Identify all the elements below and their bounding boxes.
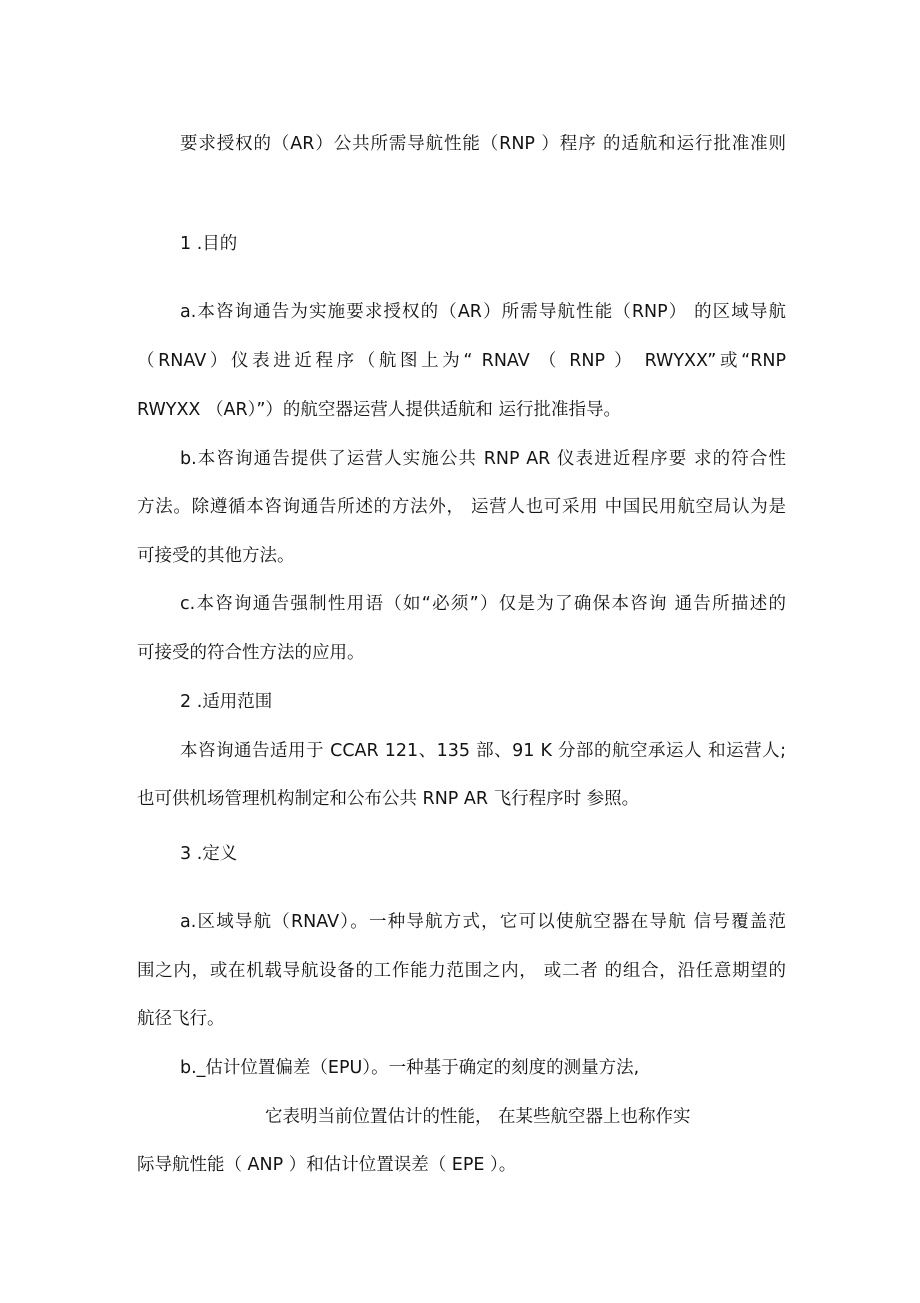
paragraph-line: 际导航性能（ ANP ）和估计位置误差（ EPE ）。 bbox=[137, 1155, 517, 1175]
paragraph-line: 围之内，或在机载导航设备的工作能力范围之内， 或二者 的组合，沿任意期望的 bbox=[137, 961, 786, 981]
paragraph-line: 也可供机场管理机构制定和公布公共 RNP AR 飞行程序时 参照。 bbox=[137, 789, 640, 809]
paragraph-line: b.本咨询通告提供了运营人实施公共 RNP AR 仪表进近程序要 求的符合性 bbox=[180, 449, 786, 469]
paragraph-line: a.区域导航（RNAV）。一种导航方式，它可以使航空器在导航 信号覆盖范 bbox=[180, 912, 786, 932]
paragraph-line: 航径飞行。 bbox=[137, 1009, 225, 1029]
paragraph-line: 本咨询通告适用于 CCAR 121、135 部、91 K 分部的航空承运人 和运营人; bbox=[180, 741, 786, 761]
paragraph-line: 可接受的符合性方法的应用。 bbox=[137, 643, 365, 663]
paragraph-line: c.本咨询通告强制性用语（如“必须”）仅是为了确保本咨询 通告所描述的 bbox=[180, 594, 786, 614]
paragraph-line: a.本咨询通告为实施要求授权的（AR）所需导航性能（RNP） 的区域导航 bbox=[180, 302, 786, 322]
paragraph-line: RWYXX （AR）”）的航空器运营人提供适航和 运行批准指导。 bbox=[137, 400, 621, 420]
section-heading-purpose: 1 .目的 bbox=[180, 234, 238, 254]
paragraph-line: 它表明当前位置估计的性能， 在某些航空器上也称作实 bbox=[265, 1107, 691, 1127]
section-heading-scope: 2 .适用范围 bbox=[180, 692, 273, 712]
section-heading-definitions: 3 .定义 bbox=[180, 844, 238, 864]
document-title: 要求授权的（AR）公共所需导航性能（RNP ）程序 的适航和运行批准准则 bbox=[180, 134, 786, 154]
paragraph-line: b._估计位置偏差（EPU）。一种基于确定的刻度的测量方法, bbox=[180, 1058, 640, 1078]
paragraph-line: （RNAV）仪表进近程序（航图上为“ RNAV （ RNP ） RWYXX”或“RNP bbox=[137, 351, 786, 371]
paragraph-line: 方法。除遵循本咨询通告所述的方法外， 运营人也可采用 中国民用航空局认为是 bbox=[137, 497, 786, 517]
paragraph-line: 可接受的其他方法。 bbox=[137, 546, 295, 566]
